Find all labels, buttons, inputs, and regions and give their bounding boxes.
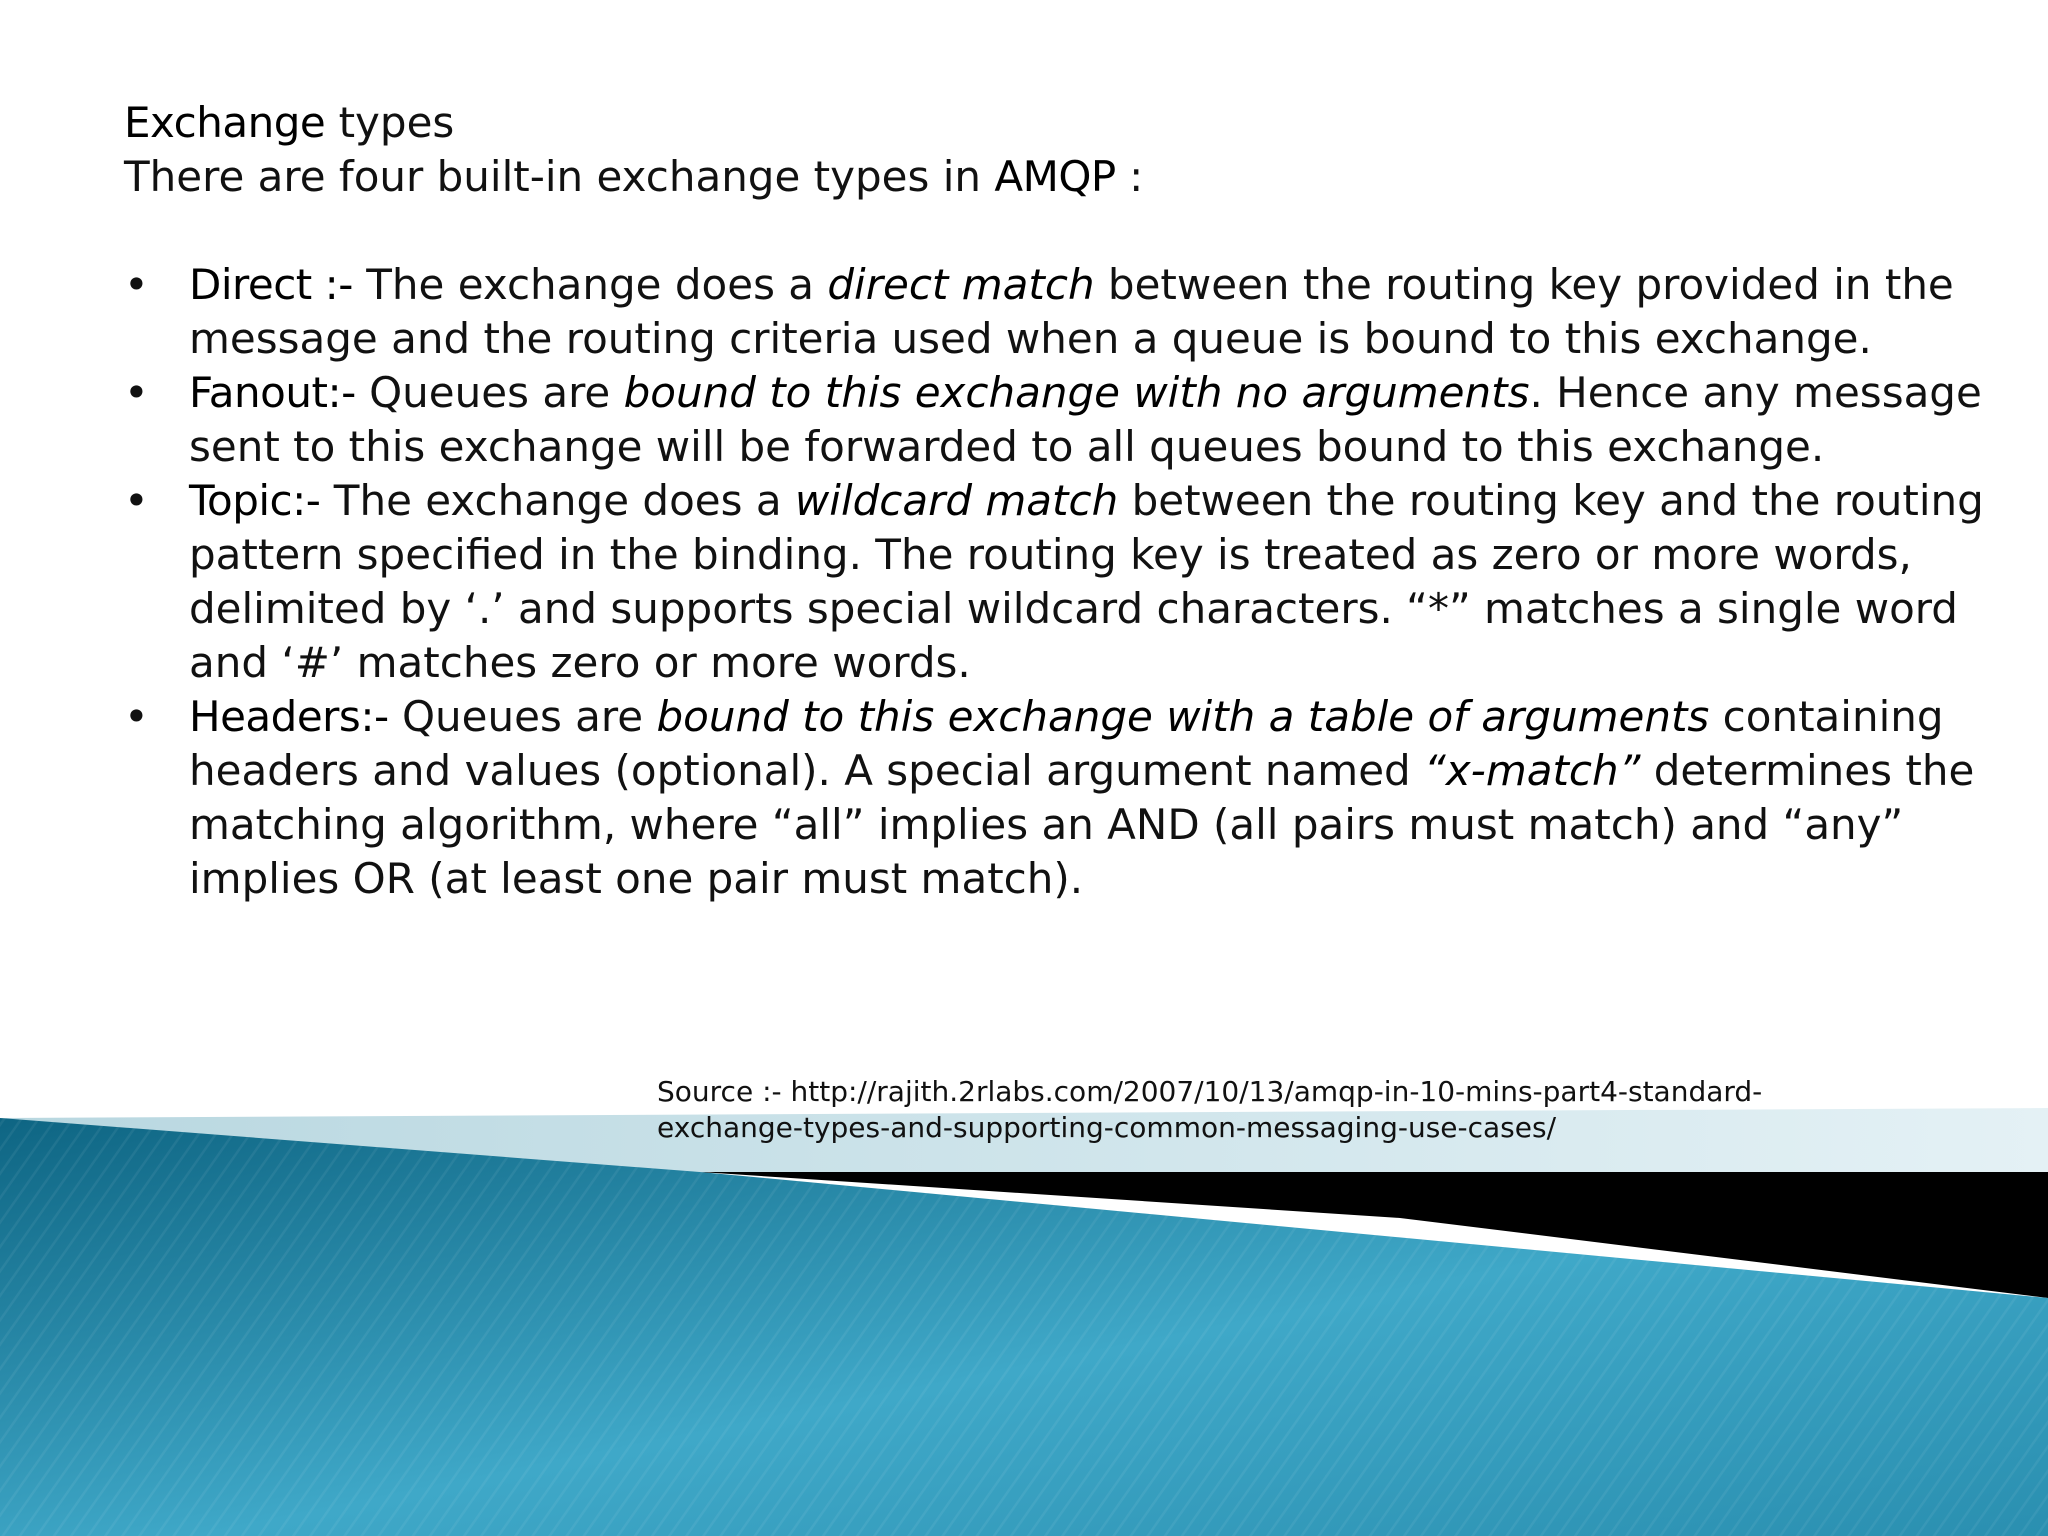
bullet-text: Queues are [388,692,657,741]
bullet-separator: :- [292,476,321,525]
slide-title [124,96,1944,150]
intro-prefix: There are four built-in exchange types in [124,152,995,201]
bullet-text: . Hence any message sent to this exchange will be forwarded to all queues bound to this exchange. [189,368,1982,471]
bullet-emphasis: wildcard match [794,476,1119,525]
bullet-text: The exchange does a [352,260,828,309]
bullet-keyword: Headers [189,692,361,741]
bullet-separator: :- [327,368,356,417]
bullet-icon: • [124,692,149,741]
bullet-text: between the routing key and the routing pattern specified in the binding. The routing key is treated as zero or more words, delimited by ‘.’ and supports special wildcard characters. “*” matches a single word and ‘#’ matches zero or more words. [189,476,1984,687]
bullet-text: between the routing key provided in the message and the routing criteria used when a queue is bound to this exchange. [189,260,1954,363]
bullet-icon: • [124,368,149,417]
bullet-emphasis: direct match [827,260,1095,309]
list-item-direct [124,258,2048,366]
intro-bold: AMQP [994,152,1116,201]
exchange-type-list [124,258,1984,906]
bullet-icon: • [124,476,149,525]
bullet-text: The exchange does a [320,476,795,525]
slide-body [124,96,1984,906]
bullet-text: Queues are [355,368,624,417]
list-item-fanout [124,366,2048,474]
bullet-keyword: Fanout [189,368,328,417]
bullet-text: determines the matching algorithm, where “all” implies an AND (all pairs must match) and “any” implies OR (at least one pair must match). [189,746,1975,903]
source-line: Source :- http://rajith.2rlabs.com/2007/10/13/amqp-in-10-mins-part4-standard- [657,1075,1763,1108]
bullet-separator: :- [360,692,389,741]
intro-suffix: : [1115,152,1144,201]
bullet-keyword: Topic [189,476,293,525]
list-item-headers [124,690,2048,906]
source-line: exchange-types-and-supporting-common-messaging-use-cases/ [657,1111,1557,1144]
list-item-topic [124,474,2048,690]
bullet-emphasis: bound to this exchange with no arguments [623,368,1530,417]
bullet-emphasis: “x-match” [1424,746,1641,795]
bullet-separator: :- [311,260,353,309]
title-rest: types [325,98,455,147]
title-bold: Exchange [124,98,326,147]
source-citation [657,1074,1957,1146]
bullet-text: containing headers and values (optional). A special argument named [189,692,1944,795]
bullet-keyword: Direct [189,260,312,309]
bullet-emphasis: bound to this exchange with a table of arguments [656,692,1710,741]
bullet-icon: • [124,260,149,309]
intro-line [124,150,1944,204]
